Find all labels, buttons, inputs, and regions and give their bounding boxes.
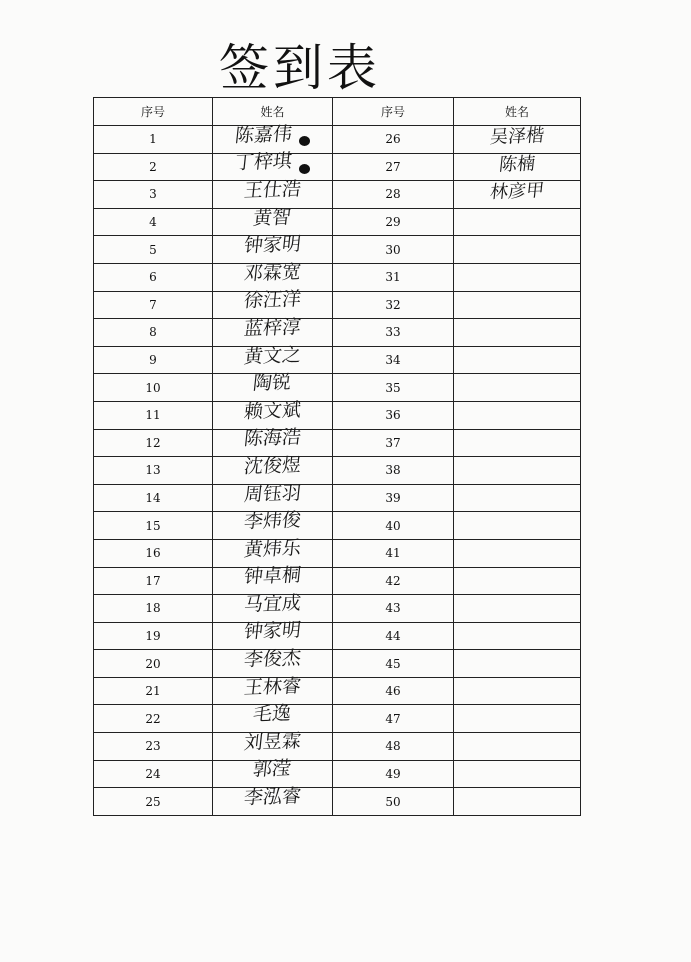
handwritten-signature: 李炜俊 (242, 509, 303, 534)
row-number-left: 10 (94, 374, 213, 402)
handwritten-signature: 李俊杰 (242, 647, 303, 672)
handwritten-signature: 钟家明 (242, 233, 303, 258)
handwritten-signature: 刘昱霖 (242, 729, 303, 754)
row-number-right: 35 (333, 374, 454, 402)
signature-cell-right (454, 126, 581, 154)
signature-cell-left (213, 426, 333, 457)
signature-cell-left (213, 177, 333, 209)
signature-cell-left (213, 647, 333, 678)
signature-cell-left (213, 150, 333, 181)
signature-cell-right (454, 181, 581, 209)
row-number-right: 27 (333, 153, 454, 181)
signature-cell-left (213, 205, 333, 236)
row-number-right: 48 (333, 733, 454, 761)
handwritten-signature: 马宜成 (242, 591, 303, 616)
handwritten-signature: 王仕浩 (242, 177, 303, 203)
row-number-left: 17 (94, 567, 213, 595)
table-row (94, 705, 581, 733)
signature-cell-right (454, 457, 581, 485)
handwritten-signature: 陈海浩 (242, 426, 303, 451)
signature-cell-left (213, 122, 333, 154)
signature-cell-right (454, 236, 581, 264)
signature-cell-left (213, 674, 333, 705)
signature-cell-right (454, 263, 581, 291)
table-row (94, 153, 581, 181)
handwritten-signature: 黄智 (252, 205, 293, 230)
handwritten-signature: 林彦甲 (488, 180, 546, 204)
row-number-left: 19 (94, 622, 213, 650)
signature-cell-right (454, 484, 581, 512)
row-number-left: 13 (94, 457, 213, 485)
signature-cell-left (213, 509, 333, 540)
row-number-right: 30 (333, 236, 454, 264)
header-name-left: 姓名 (213, 98, 333, 126)
signature-cell-left (213, 536, 333, 567)
row-number-left: 22 (94, 705, 213, 733)
table-row (94, 236, 581, 264)
signature-cell-right (454, 677, 581, 705)
table-row (94, 595, 581, 623)
row-number-right: 49 (333, 760, 454, 788)
signature-cell-right (454, 567, 581, 595)
table-row (94, 429, 581, 457)
handwritten-signature: 周钰羽 (242, 481, 303, 506)
handwritten-signature: 丁梓琪 (234, 150, 294, 175)
signature-cell-left (213, 343, 333, 374)
row-number-left: 14 (94, 484, 213, 512)
row-number-left: 4 (94, 208, 213, 236)
handwritten-signature: 黄文之 (242, 343, 303, 368)
row-number-right: 44 (333, 622, 454, 650)
table-header-row (94, 98, 581, 126)
row-number-left: 20 (94, 650, 213, 678)
signature-cell-right (454, 622, 581, 650)
handwritten-signature: 郭滢 (252, 757, 293, 782)
signature-cell-left (213, 398, 333, 429)
signature-cell-right (454, 733, 581, 761)
handwritten-signature: 赖文斌 (242, 398, 303, 423)
table-body (94, 122, 581, 816)
row-number-left: 3 (94, 181, 213, 209)
handwritten-signature: 邓霖宽 (242, 260, 303, 285)
handwritten-signature: 陈楠 (497, 153, 537, 176)
row-number-right: 34 (333, 346, 454, 374)
table-row (94, 346, 581, 374)
signature-cell-left (213, 702, 333, 733)
handwritten-signature: 李泓睿 (242, 785, 303, 810)
handwritten-signature: 陶锐 (252, 371, 293, 395)
table-row (94, 539, 581, 567)
row-number-left: 9 (94, 346, 213, 374)
row-number-right: 45 (333, 650, 454, 678)
handwritten-signature: 蓝梓淳 (242, 315, 303, 340)
row-number-right: 32 (333, 291, 454, 319)
signature-cell-right (454, 788, 581, 816)
row-number-left: 15 (94, 512, 213, 540)
signature-cell-left (213, 453, 333, 485)
table-row (94, 760, 581, 788)
row-number-right: 42 (333, 567, 454, 595)
table-row (94, 126, 581, 154)
row-number-right: 40 (333, 512, 454, 540)
signature-cell-right (454, 429, 581, 457)
signature-cell-right (454, 208, 581, 236)
handwritten-signature: 黄炜乐 (242, 536, 303, 561)
row-number-right: 36 (333, 401, 454, 429)
table-row (94, 291, 581, 319)
table-row (94, 788, 581, 816)
row-number-right: 28 (333, 181, 454, 209)
signature-cell-right (454, 319, 581, 347)
signature-cell-left (213, 315, 333, 347)
header-name-right: 姓名 (454, 98, 581, 126)
handwritten-signature: 陈嘉伟 (234, 122, 294, 147)
row-number-left: 21 (94, 677, 213, 705)
row-number-left: 2 (94, 153, 213, 181)
table-row (94, 263, 581, 291)
signature-cell-left (213, 288, 333, 319)
table-row (94, 319, 581, 347)
row-number-left: 11 (94, 401, 213, 429)
table-row (94, 567, 581, 595)
row-number-right: 50 (333, 788, 454, 816)
row-number-right: 31 (333, 263, 454, 291)
row-number-right: 26 (333, 126, 454, 154)
header-number-right: 序号 (333, 98, 454, 126)
row-number-right: 29 (333, 208, 454, 236)
row-number-left: 8 (94, 319, 213, 347)
row-number-left: 12 (94, 429, 213, 457)
signature-cell-left (213, 564, 333, 595)
row-number-right: 46 (333, 677, 454, 705)
signature-cell-left (213, 785, 333, 816)
signature-cell-left (213, 591, 333, 623)
sign-in-table (93, 97, 581, 816)
table-row (94, 374, 581, 402)
ink-blot-mark (299, 164, 310, 174)
table-row (94, 401, 581, 429)
signature-cell-right (454, 595, 581, 623)
row-number-left: 23 (94, 733, 213, 761)
handwritten-signature: 钟卓桐 (242, 564, 303, 589)
row-number-right: 39 (333, 484, 454, 512)
signature-cell-left (213, 371, 333, 402)
row-number-left: 24 (94, 760, 213, 788)
row-number-right: 33 (333, 319, 454, 347)
signature-cell-left (213, 233, 333, 264)
signature-cell-right (454, 512, 581, 540)
handwritten-signature: 王林睿 (242, 674, 303, 699)
row-number-right: 37 (333, 429, 454, 457)
signature-cell-left (213, 729, 333, 761)
signature-cell-right (454, 539, 581, 567)
table-row (94, 677, 581, 705)
table-row (94, 181, 581, 209)
table-row (94, 650, 581, 678)
signature-cell-left (213, 481, 333, 512)
table-row (94, 484, 581, 512)
row-number-left: 5 (94, 236, 213, 264)
row-number-right: 43 (333, 595, 454, 623)
row-number-right: 47 (333, 705, 454, 733)
row-number-left: 25 (94, 788, 213, 816)
signature-cell-right (454, 650, 581, 678)
handwritten-signature: 毛逸 (252, 702, 293, 726)
signature-cell-left (213, 260, 333, 291)
row-number-left: 1 (94, 126, 213, 154)
table-row (94, 457, 581, 485)
row-number-left: 18 (94, 595, 213, 623)
signature-cell-right (454, 705, 581, 733)
page-title: 签到表 (219, 39, 381, 97)
row-number-right: 38 (333, 457, 454, 485)
table-row (94, 208, 581, 236)
row-number-left: 16 (94, 539, 213, 567)
header-number-left: 序号 (94, 98, 213, 126)
signature-cell-right (454, 760, 581, 788)
handwritten-signature: 钟家明 (242, 619, 303, 644)
handwritten-signature: 沈俊煜 (242, 453, 303, 478)
row-number-left: 6 (94, 263, 213, 291)
signature-cell-right (454, 291, 581, 319)
row-number-right: 41 (333, 539, 454, 567)
signature-cell-left (213, 619, 333, 650)
signature-cell-right (454, 346, 581, 374)
table-row (94, 622, 581, 650)
table-row (94, 733, 581, 761)
ink-blot-mark (299, 136, 310, 146)
row-number-left: 7 (94, 291, 213, 319)
handwritten-signature: 徐汪洋 (242, 288, 303, 313)
signature-cell-right (454, 153, 581, 181)
table-row (94, 512, 581, 540)
signature-cell-right (454, 374, 581, 402)
signature-cell-left (213, 757, 333, 788)
handwritten-signature: 吴泽楷 (488, 125, 546, 149)
signature-cell-right (454, 401, 581, 429)
